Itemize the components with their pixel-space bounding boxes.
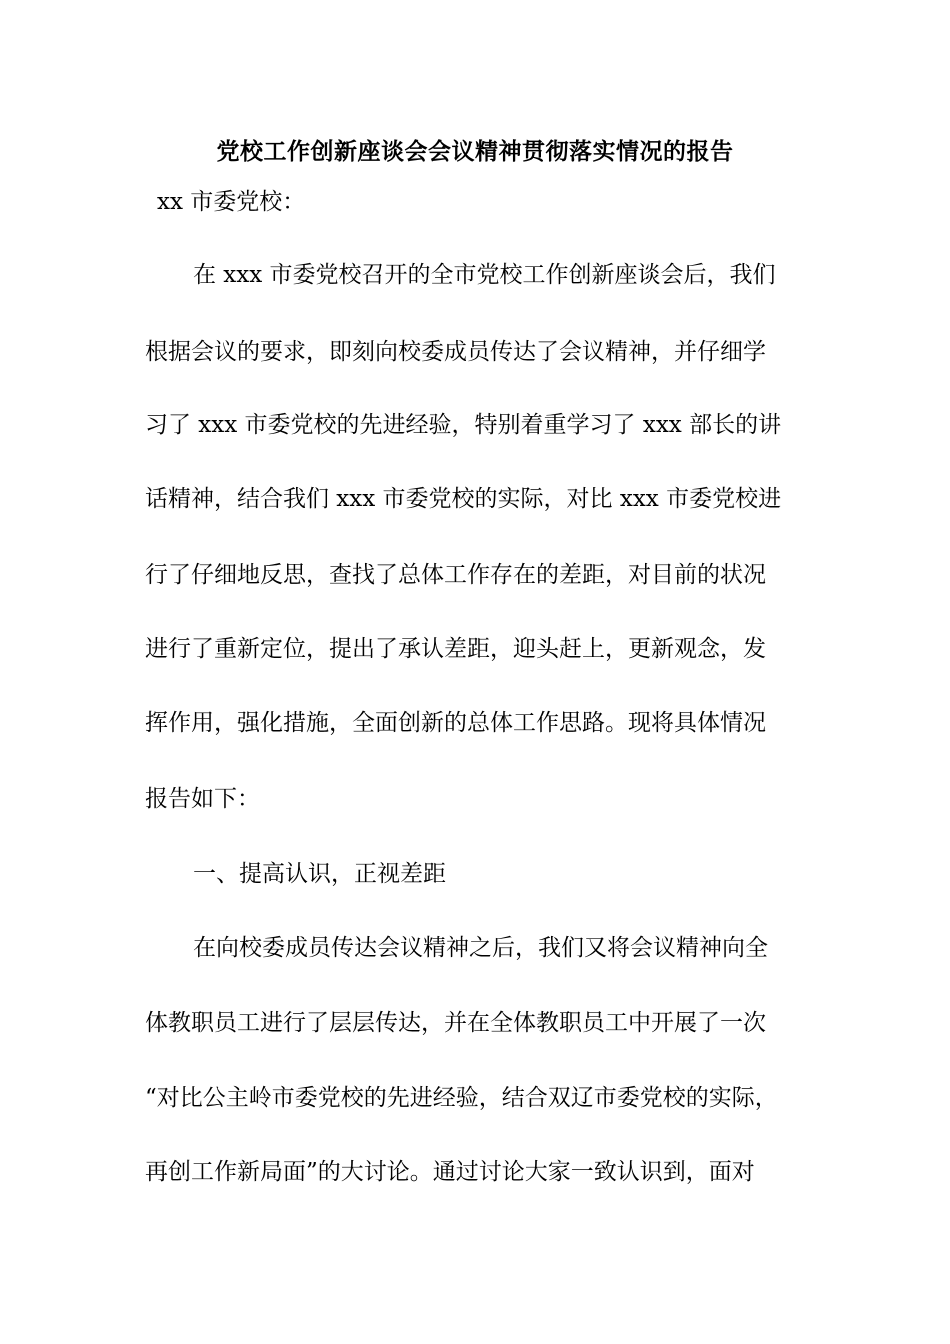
paragraph-line: 挥作用，强化措施，全面创新的总体工作思路。现将具体情况 [145, 710, 766, 736]
salutation: xx 市委党校： [157, 189, 306, 215]
paragraph-line: 话精神，结合我们 xxx 市委党校的实际，对比 xxx 市委党校进 [145, 486, 782, 512]
paragraph-line: 进行了重新定位，提出了承认差距，迎头赶上，更新观念，发 [145, 636, 766, 662]
paragraph-line: 再创工作新局面”的大讨论。通过讨论大家一致认识到，面对 [145, 1159, 755, 1185]
paragraph-line: 根据会议的要求，即刻向校委成员传达了会议精神，并仔细学 [145, 339, 766, 365]
paragraph-line: 行了仔细地反思，查找了总体工作存在的差距，对目前的状况 [145, 562, 766, 588]
paragraph-line: 体教职员工进行了层层传达，并在全体教职员工中开展了一次 [145, 1010, 766, 1036]
document-title: 党校工作创新座谈会会议精神贯彻落实情况的报告 [216, 138, 734, 165]
section-heading: 一、提高认识，正视差距 [193, 861, 446, 887]
paragraph-line: 习了 xxx 市委党校的先进经验，特别着重学习了 xxx 部长的讲 [145, 412, 782, 438]
paragraph-line: 在向校委成员传达会议精神之后，我们又将会议精神向全 [193, 935, 768, 961]
paragraph-line: “对比公主岭市委党校的先进经验，结合双辽市委党校的实际， [145, 1085, 778, 1111]
paragraph-line: 在 xxx 市委党校召开的全市党校工作创新座谈会后，我们 [193, 262, 776, 288]
paragraph-line: 报告如下： [145, 786, 260, 812]
